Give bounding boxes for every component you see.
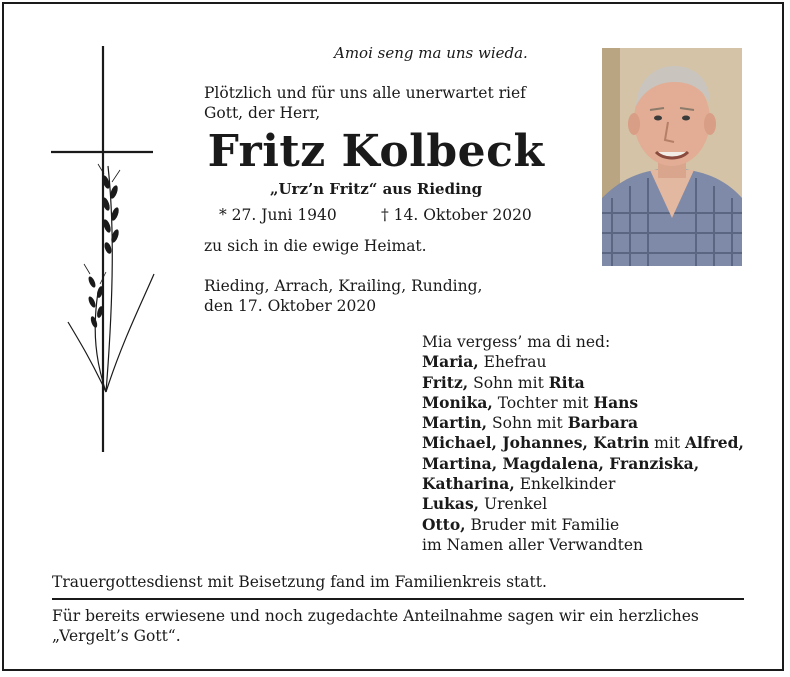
mourner-name: Martina, Magdalena, Franziska, xyxy=(422,453,700,473)
mourner-relation: Urenkel xyxy=(479,495,548,514)
mourner-relation: mit xyxy=(649,434,685,453)
mourner-relation: Ehefrau xyxy=(478,353,547,372)
thanks-text xyxy=(52,606,699,646)
mourners-list xyxy=(422,332,744,555)
mourner-name: Michael, Johannes, Katrin xyxy=(422,433,650,453)
thanks-line: „Vergelt’s Gott“. xyxy=(52,627,181,645)
deceased-nickname: „Urz’n Fritz“ aus Rieding xyxy=(269,180,483,198)
mourner-name: Otto, xyxy=(422,514,466,534)
mourner-relation: Bruder mit Familie xyxy=(465,515,620,534)
mourner-name: Alfred, xyxy=(685,433,744,453)
mourner-line xyxy=(422,494,744,514)
obituary-notice xyxy=(2,2,784,671)
mourner-relation: Tochter mit xyxy=(492,393,594,412)
mourner-line xyxy=(422,515,744,535)
home-text: zu sich in die ewige Heimat. xyxy=(204,237,427,255)
service-notice: Trauergottesdienst mit Beisetzung fand im Familienkreis statt. xyxy=(52,573,547,591)
birth-date: * 27. Juni 1940 xyxy=(219,206,337,224)
mourner-line xyxy=(422,535,744,555)
portrait-illustration xyxy=(602,48,742,266)
mourner-name: Fritz, xyxy=(422,372,469,392)
mourner-relation: Sohn mit xyxy=(468,373,549,392)
mourner-relation: Sohn mit xyxy=(487,414,568,433)
mourner-line xyxy=(422,352,744,372)
mourner-lines xyxy=(422,352,744,555)
intro-line: Plötzlich und für uns alle unerwartet rief xyxy=(204,84,526,102)
mourner-relation: im Namen aller Verwandten xyxy=(422,535,643,554)
mourner-line xyxy=(422,454,744,474)
mourner-name: Rita xyxy=(548,372,585,392)
portrait-photo xyxy=(602,48,742,266)
death-date: † 14. Oktober 2020 xyxy=(381,206,532,224)
mourner-line xyxy=(422,433,744,453)
thanks-line: Für bereits erwiesene und noch zugedachte Anteilnahme sagen wir ein herzliches xyxy=(52,607,699,625)
mourners-heading: Mia vergess’ ma di ned: xyxy=(422,333,611,351)
date-line: den 17. Oktober 2020 xyxy=(204,297,377,315)
place-date xyxy=(204,276,482,316)
mourner-line xyxy=(422,373,744,393)
mourner-name: Lukas, xyxy=(422,494,480,514)
mourner-name: Hans xyxy=(593,392,639,412)
mourner-name: Katharina, xyxy=(422,474,515,494)
place-line: Rieding, Arrach, Krailing, Runding, xyxy=(204,277,483,295)
deceased-name: Fritz Kolbeck xyxy=(207,126,545,177)
mourner-line xyxy=(422,393,744,413)
mourner-name: Barbara xyxy=(567,413,639,433)
mourner-line xyxy=(422,413,744,433)
divider xyxy=(52,598,744,600)
intro-line: Gott, der Herr, xyxy=(204,104,321,122)
intro-text xyxy=(204,83,526,123)
mourner-name: Maria, xyxy=(422,352,479,372)
mourner-name: Monika, xyxy=(422,392,493,412)
motto: Amoi seng ma uns wieda. xyxy=(334,44,528,62)
wheat-icon xyxy=(62,162,172,402)
mourner-line xyxy=(422,474,744,494)
mourner-relation: Enkelkinder xyxy=(514,475,616,494)
mourner-name: Martin, xyxy=(422,413,488,433)
